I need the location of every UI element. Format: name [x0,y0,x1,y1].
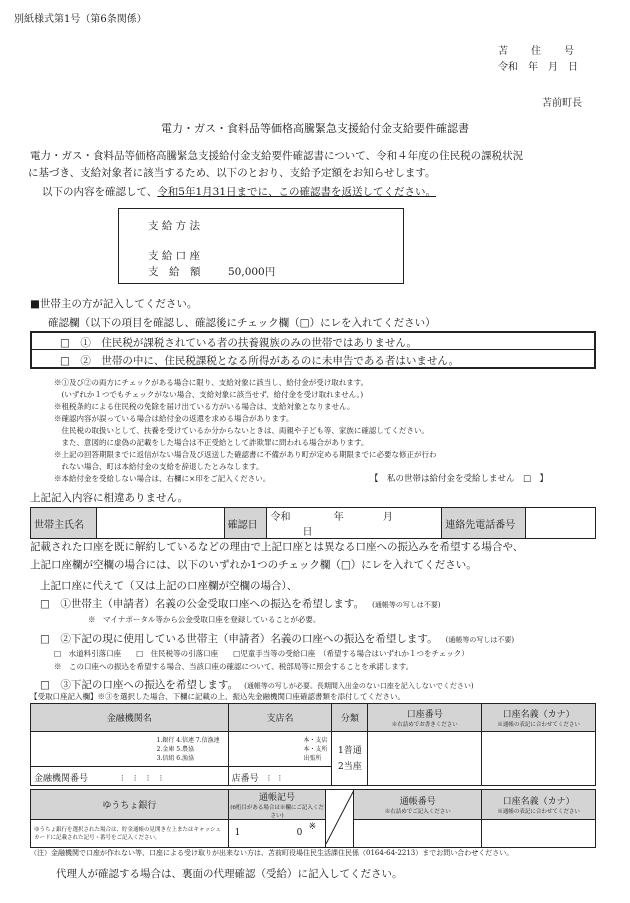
note-1: ※①及び②の両方にチェックがある場合に限り、支給対象に該当し、給付金が受け取れます。 [54,378,369,387]
phone-field[interactable] [526,508,596,539]
yucho-name: ゆうちょ銀行 [31,790,229,820]
branch-types: 本・支店 本・支所 出張所 [303,737,328,762]
option-2-sub-1[interactable]: □ 水道料引落口座 □ 住民税等の引落口座 □児童手当等の受給口座 （希望する場合はいずれか１つをチェック） [54,649,469,658]
yucho-symbol-field[interactable]: 1 0 ※ [228,820,326,848]
holder-header: 口座名義（カナ） ※通帳の表記に合わせてください [482,704,596,732]
instead-line: 上記口座に代えて（又は上記の口座欄が空欄の場合）、 [40,580,298,592]
option-2-sub-2: ※ この口座への振込を希望する場合、当該口座の確認について、税部局等に照会することを承諾します。 [54,662,414,671]
note-9: ※本給付金を受給しない場合は、右欄に×印をご記入ください。 [54,474,271,483]
decline-box[interactable]: 【 私の世帯は給付金を受給しません □ 】 [370,474,549,484]
address-line: 苫 住 号 [498,46,575,57]
account-no-field[interactable] [368,732,482,786]
transfer-intro-1: 記載された口座を既に解約しているなどの理由で上記口座とは異なる口座への振込みを希望する場合や、 [30,541,524,553]
deadline-line: 以下の内容を確認して、令和5年1月31日までに、この確認書を返送してください。 [42,186,437,198]
intro-line-1: 電力・ガス・食料品等価格高騰緊急支援給付金支給要件確認書について、令和４年度の住民税の課税状況 [30,150,524,162]
note-4: ※確認内容が誤っている場合は給付金の返還を求める場合があります。 [54,414,294,423]
form-id: 別紙様式第1号（第6条関係） [14,14,147,25]
transfer-intro-2: 上記口座欄が空欄の場合には、以下のいずれか1つのチェック欄（□）にレを入れてください。 [30,559,477,571]
branch-code-row[interactable]: 店番号 ⁝⁝ [229,766,332,786]
confirm-item-2[interactable]: □ ② 世帯の中に、住民税課税となる所得があるのに未申告である者はいません。 [60,355,460,367]
yucho-number-header: 通帳番号 ※右詰めでご記入ください [354,790,482,820]
intro-line-2: に基づき、支給対象者に該当するため、以下のとおり、支給予定額をお知らせします。 [28,167,436,179]
note-5: 住民税の取扱いとして、扶養を受けているか分からないときは、両親や子ども等、家族に確認してください。 [54,426,429,435]
option-1[interactable]: □ ①世帯主（申請者）名義の公金受取口座への振込を希望します。 (通帳等の写しは不要) [40,598,441,610]
yucho-holder-header: 口座名義（カナ） ※通帳の表記に合わせてください [482,790,596,820]
bank-types: 1.銀行 4.信連 7.信漁連 2.金庫 5.農協 3.信組 6.漁協 [156,737,220,762]
agree-line: 上記記入内容に相違ありません。 [30,492,189,504]
note-6: また、意図的に虚偽の記載をした場合は不正受給として詐欺罪に問われる場合があります。 [54,438,369,447]
confirm-header: 確認欄（以下の項目を確認し、確認後にチェック欄（□）にレを入れてください） [48,317,436,329]
yucho-note: ゆうちょ銀行を選択された場合は、貯金通帳の見開き左上またはキャッシュカードに記載された記号・番号をご記入ください。 [31,820,229,848]
bank-table-caption: 【受取口座記入欄】※③を選択した場合、下欄に記載の上、振込先金融機関口座確認書類を添付してください。 [30,692,405,701]
category-header: 分類 [332,704,368,732]
note-2: (いずれか１つでもチェックがない場合、支給対象に該当せず、給付金を受け取れません。) [54,390,364,399]
deadline-text: 令和5年1月31日までに、この確認書を返送してください。 [157,186,437,198]
confirm-date-label: 確認日 [224,508,266,539]
yucho-slash-cell [326,790,354,848]
footnote: （注）金融機関で口座が作れない等、口座による受け取りが出来ない方は、苫前町役場住民生活課住民係（0164-64-2213）までお問い合わせください。 [30,849,514,857]
yucho-holder-field[interactable] [482,820,596,848]
option-3[interactable]: □ ③下記の口座への振込を希望します。 (通帳等の写しが必要。長期間入出金のない口座を記入しないでください) [40,679,474,691]
category-field[interactable]: 1普通 2当座 [332,732,368,786]
yucho-number-field[interactable] [354,820,482,848]
page-title: 電力・ガス・食料品等価格高騰緊急支援給付金支給要件確認書 [161,122,469,135]
bank-table [30,703,596,786]
payment-amount-value: 50,000円 [228,266,276,278]
issuer: 苫前町長 [542,98,582,109]
diagonal-line-icon [326,790,354,844]
date-line: 令和 年 月 日 [498,62,578,73]
yucho-symbol-header: 通帳記号 (6桁目がある場合は※欄にご記入ください) [228,790,326,820]
bank-code-row[interactable]: 金融機関番号 ⁝⁝⁝⁝ [31,766,228,786]
note-8: れない場合、町は本給付金の支給を辞退したとみなします。 [54,462,264,471]
head-name-label: 世帯主氏名 [31,508,97,539]
confirm-item-1[interactable]: □ ① 住民税が課税されている者の扶養親族のみの世帯ではありません。 [60,337,418,349]
branch-name-header: 支店名 [228,704,332,732]
bank-name-field[interactable] [31,732,229,786]
account-no-header: 口座番号 ※右詰めでお書きください [368,704,482,732]
bank-name-header: 金融機関名 [31,704,229,732]
proxy-line: 代理人が確認する場合は、裏面の代理確認（受給）に記入してください。 [56,868,403,880]
head-name-field[interactable] [96,508,224,539]
head-info-table [30,507,596,539]
payment-amount-label: 支 給 額 [148,266,201,278]
payment-account-label: 支 給 口 座 [148,250,201,262]
phone-label: 連絡先電話番号 [442,508,526,539]
holder-field[interactable] [482,732,596,786]
branch-name-field[interactable] [228,732,332,786]
yucho-table [30,789,596,848]
payment-method-label: 支 給 方 法 [148,220,201,232]
option-1-sub: ※ マイナポータル等から公金受取口座を登録していることが必要。 [88,615,321,624]
note-7: ※上記の回答期限までに返信がない場合及び返送した確認書に不備があり町が定める期限までに必要な修正が行わ [54,450,437,459]
head-section-title: ■世帯主の方が記入してください。 [30,298,198,310]
confirm-date-field[interactable]: 令和 年 月 日 [266,508,442,539]
note-3: ※租税条約による住民税の免除を届け出ている方がいる場合は、支給対象となりません。 [54,402,355,411]
option-2[interactable]: □ ②下記の現に使用している世帯主（申請者）名義の口座への振込を希望します。 (通帳等の写しは不要) [40,633,515,645]
